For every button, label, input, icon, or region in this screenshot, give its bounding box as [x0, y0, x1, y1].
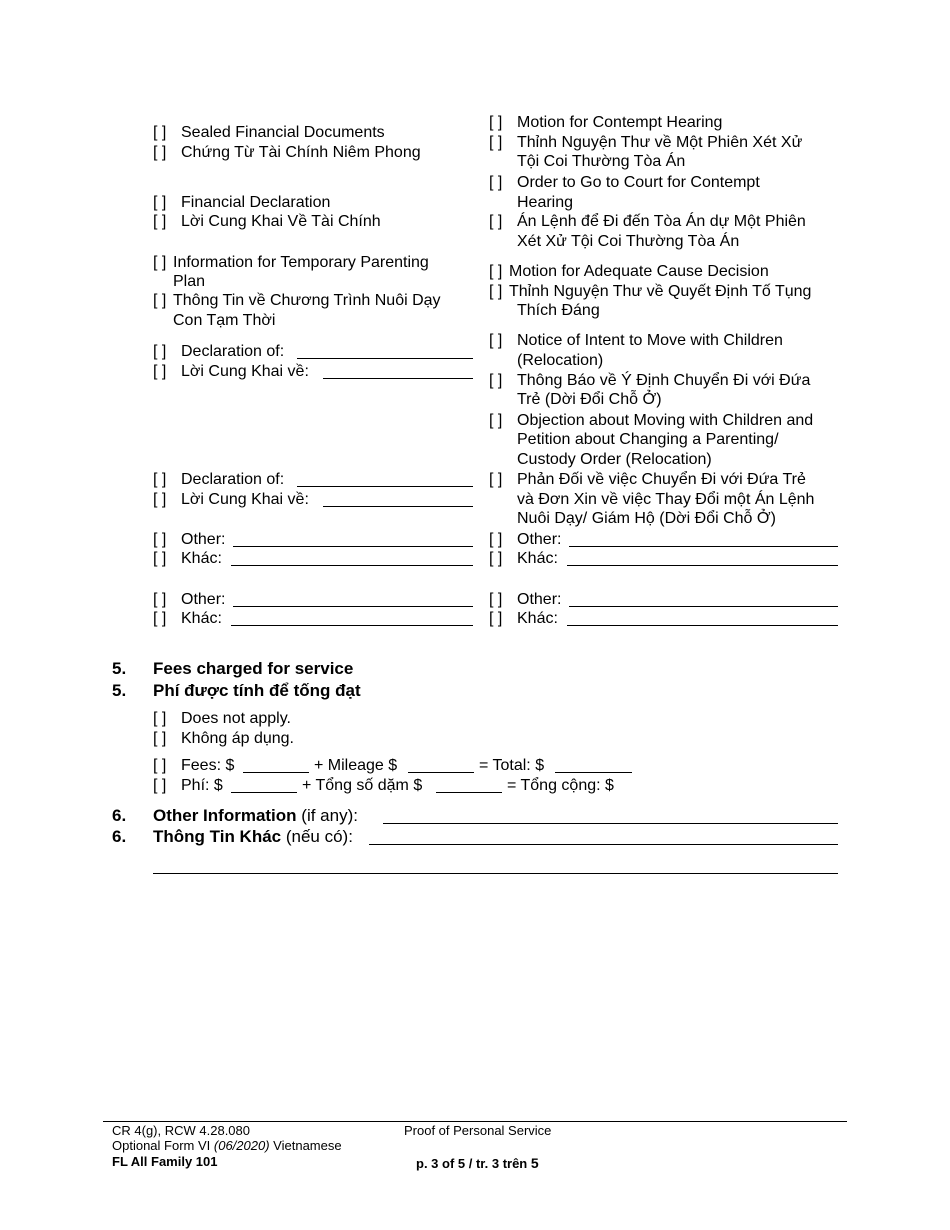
- footer-form-version: Optional Form VI (06/2020) Vietnamese: [112, 1138, 342, 1153]
- checkbox-other-right-2-vi[interactable]: [ ]: [489, 610, 503, 627]
- checkbox-contempt-order-vi[interactable]: [ ]: [489, 213, 503, 230]
- fees-label-vi: Phí: $: [181, 777, 223, 794]
- contempt-motion-label: Motion for Contempt Hearing: [517, 114, 723, 131]
- checkbox-relocation-objection[interactable]: [ ]: [489, 412, 503, 429]
- financial-declaration-label: Financial Declaration: [181, 194, 331, 211]
- declaration-2-field[interactable]: [297, 486, 473, 487]
- checkbox-fees-not-apply-vi[interactable]: [ ]: [153, 730, 167, 747]
- footer-form-title: Proof of Personal Service: [404, 1123, 552, 1138]
- footer-form-code: FL All Family 101: [112, 1154, 218, 1169]
- checkbox-other-left-2-vi[interactable]: [ ]: [153, 610, 167, 627]
- checkbox-temporary-parenting-plan-vi[interactable]: [ ]: [153, 292, 167, 309]
- relocation-objection-label-cont2: Custody Order (Relocation): [517, 451, 712, 468]
- section-6-number-vi: 6.: [112, 827, 127, 846]
- relocation-notice-label-vi-cont: Trẻ (Dời Đổi Chỗ Ở): [517, 391, 662, 408]
- other-information-field-extra[interactable]: [153, 873, 838, 874]
- sealed-financial-docs-label-vi: Chứng Từ Tài Chính Niêm Phong: [181, 144, 421, 161]
- temporary-parenting-plan-label-vi-cont: Con Tạm Thời: [173, 312, 276, 329]
- other-right-1-label: Other:: [517, 531, 562, 548]
- temporary-parenting-plan-label-vi: Thông Tin về Chương Trình Nuôi Dạy: [173, 292, 441, 309]
- total-label-vi: = Tổng cộng: $: [507, 777, 614, 794]
- fees-field-vi[interactable]: [231, 792, 297, 793]
- checkbox-other-right-1-vi[interactable]: [ ]: [489, 550, 503, 567]
- checkbox-other-right-2[interactable]: [ ]: [489, 591, 503, 608]
- temporary-parenting-plan-label: Information for Temporary Parenting: [173, 254, 429, 271]
- total-field[interactable]: [555, 772, 632, 773]
- contempt-motion-label-vi-cont: Tội Coi Thường Tòa Án: [517, 153, 686, 170]
- sealed-financial-docs-label: Sealed Financial Documents: [181, 124, 385, 141]
- mileage-label: + Mileage $: [314, 757, 398, 774]
- fees-not-apply-label: Does not apply.: [181, 710, 291, 727]
- checkbox-sealed-financial-docs[interactable]: [ ]: [153, 124, 167, 141]
- other-left-2-label: Other:: [181, 591, 226, 608]
- other-left-2-label-vi: Khác:: [181, 610, 222, 627]
- checkbox-sealed-financial-docs-vi[interactable]: [ ]: [153, 144, 167, 161]
- footer-rule-reference: CR 4(g), RCW 4.28.080: [112, 1123, 250, 1138]
- checkbox-financial-declaration-vi[interactable]: [ ]: [153, 213, 167, 230]
- other-left-1-label-vi: Khác:: [181, 550, 222, 567]
- other-right-1-field[interactable]: [569, 546, 838, 547]
- checkbox-declaration-2-vi[interactable]: [ ]: [153, 491, 167, 508]
- declaration-2-label: Declaration of:: [181, 471, 285, 488]
- checkbox-contempt-motion-vi[interactable]: [ ]: [489, 134, 503, 151]
- declaration-2-label-vi: Lời Cung Khai về:: [181, 491, 309, 508]
- contempt-motion-label-vi: Thỉnh Nguyện Thư về Một Phiên Xét Xử: [517, 134, 803, 151]
- checkbox-adequate-cause-vi[interactable]: [ ]: [489, 283, 503, 300]
- checkbox-fees-vi[interactable]: [ ]: [153, 777, 167, 794]
- checkbox-other-left-1-vi[interactable]: [ ]: [153, 550, 167, 567]
- adequate-cause-label-vi-cont: Thích Đáng: [517, 302, 600, 319]
- relocation-notice-label: Notice of Intent to Move with Children: [517, 332, 783, 349]
- declaration-1-label: Declaration of:: [181, 343, 285, 360]
- checkbox-relocation-objection-vi[interactable]: [ ]: [489, 471, 503, 488]
- contempt-order-label-cont: Hearing: [517, 194, 574, 211]
- temporary-parenting-plan-label-cont: Plan: [173, 273, 206, 290]
- section-5-number: 5.: [112, 659, 127, 678]
- footer-page-number: p. 3 of 5 / tr. 3 trên 5: [416, 1155, 539, 1171]
- relocation-objection-label-vi-cont: và Đơn Xin về việc Thay Đổi một Án Lệnh: [517, 491, 815, 508]
- adequate-cause-label: Motion for Adequate Cause Decision: [509, 263, 769, 280]
- checkbox-adequate-cause[interactable]: [ ]: [489, 263, 503, 280]
- contempt-order-label-vi-cont: Xét Xử Tội Coi Thường Tòa Án: [517, 233, 740, 250]
- declaration-1-field[interactable]: [297, 358, 473, 359]
- adequate-cause-label-vi: Thỉnh Nguyện Thư về Quyết Định Tố Tụng: [509, 283, 812, 300]
- total-label: = Total: $: [479, 757, 545, 774]
- checkbox-contempt-motion[interactable]: [ ]: [489, 114, 503, 131]
- fees-label: Fees: $: [181, 757, 235, 774]
- other-information-field[interactable]: [383, 823, 838, 824]
- checkbox-other-right-1[interactable]: [ ]: [489, 531, 503, 548]
- other-left-2-field[interactable]: [233, 606, 473, 607]
- relocation-notice-label-vi: Thông Báo về Ý Định Chuyển Đi với Đứa: [517, 372, 811, 389]
- relocation-objection-label-vi-cont2: Nuôi Dạy/ Giám Hộ (Dời Đổi Chỗ Ở): [517, 510, 776, 527]
- other-right-2-label-vi: Khác:: [517, 610, 558, 627]
- relocation-objection-label: Objection about Moving with Children and: [517, 412, 814, 429]
- checkbox-other-left-1[interactable]: [ ]: [153, 531, 167, 548]
- section-6-title: Other Information (if any):: [153, 806, 358, 825]
- contempt-order-label-vi: Án Lệnh để Đi đến Tòa Án dự Một Phiên: [517, 213, 806, 230]
- other-right-2-label: Other:: [517, 591, 562, 608]
- other-right-1-field-vi[interactable]: [567, 565, 838, 566]
- checkbox-declaration-1-vi[interactable]: [ ]: [153, 363, 167, 380]
- checkbox-financial-declaration[interactable]: [ ]: [153, 194, 167, 211]
- mileage-field[interactable]: [408, 772, 474, 773]
- footer-rule: [103, 1121, 847, 1122]
- section-6-title-vi: Thông Tin Khác (nếu có):: [153, 827, 353, 846]
- checkbox-declaration-2[interactable]: [ ]: [153, 471, 167, 488]
- fees-not-apply-label-vi: Không áp dụng.: [181, 730, 294, 747]
- declaration-2-field-vi[interactable]: [323, 506, 473, 507]
- mileage-label-vi: + Tổng số dặm $: [302, 777, 423, 794]
- relocation-objection-label-vi: Phản Đối về việc Chuyển Đi với Đứa Trẻ: [517, 471, 806, 488]
- section-6-number: 6.: [112, 806, 127, 825]
- other-right-1-label-vi: Khác:: [517, 550, 558, 567]
- other-left-1-field-vi[interactable]: [231, 565, 473, 566]
- checkbox-declaration-1[interactable]: [ ]: [153, 343, 167, 360]
- contempt-order-label: Order to Go to Court for Contempt: [517, 174, 760, 191]
- other-right-2-field-vi[interactable]: [567, 625, 838, 626]
- checkbox-fees-not-apply[interactable]: [ ]: [153, 710, 167, 727]
- other-right-2-field[interactable]: [569, 606, 838, 607]
- section-5-title-vi: Phí được tính để tống đạt: [153, 681, 361, 700]
- relocation-notice-label-cont: (Relocation): [517, 352, 604, 369]
- checkbox-fees[interactable]: [ ]: [153, 757, 167, 774]
- checkbox-temporary-parenting-plan[interactable]: [ ]: [153, 254, 167, 271]
- section-5-title: Fees charged for service: [153, 659, 354, 678]
- checkbox-relocation-notice-vi[interactable]: [ ]: [489, 372, 503, 389]
- financial-declaration-label-vi: Lời Cung Khai Về Tài Chính: [181, 213, 381, 230]
- checkbox-other-left-2[interactable]: [ ]: [153, 591, 167, 608]
- declaration-1-field-vi[interactable]: [323, 378, 473, 379]
- relocation-objection-label-cont: Petition about Changing a Parenting/: [517, 431, 779, 448]
- other-left-1-field[interactable]: [233, 546, 473, 547]
- other-left-1-label: Other:: [181, 531, 226, 548]
- mileage-field-vi[interactable]: [436, 792, 502, 793]
- other-information-field-vi[interactable]: [369, 844, 838, 845]
- section-5-number-vi: 5.: [112, 681, 127, 700]
- declaration-1-label-vi: Lời Cung Khai về:: [181, 363, 309, 380]
- checkbox-relocation-notice[interactable]: [ ]: [489, 332, 503, 349]
- fees-field[interactable]: [243, 772, 309, 773]
- checkbox-contempt-order[interactable]: [ ]: [489, 174, 503, 191]
- other-left-2-field-vi[interactable]: [231, 625, 473, 626]
